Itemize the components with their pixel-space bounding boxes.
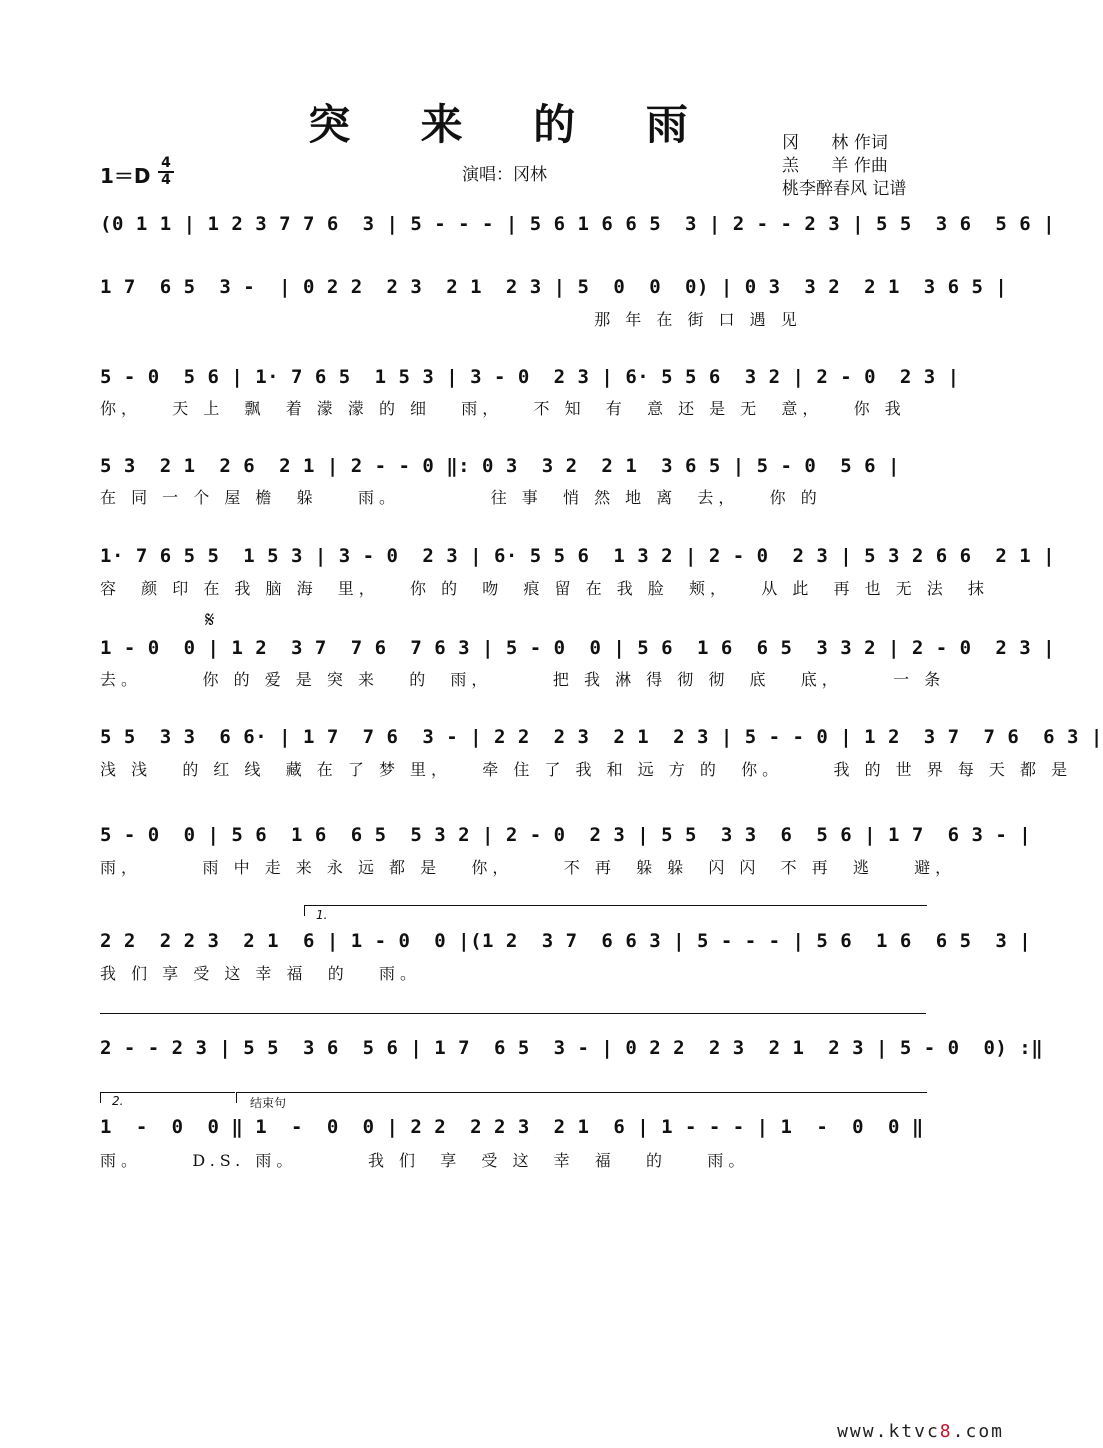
lyric-row-8: 雨， 雨 中 走 来 永 远 都 是 你， 不 再 躲 躲 闪 闪 不 再 逃 避，	[100, 858, 957, 877]
page-title: 突 来 的 雨	[308, 100, 716, 149]
notation-row-4: 5 3 2 1 2 6 2 1 | 2 - - 0 ‖: 0 3 3 2 2 1 3 6 5 | 5 - 0 5 6 |	[100, 455, 900, 477]
first-ending-bracket	[304, 905, 927, 916]
segno-sign: 𝄋	[205, 608, 215, 633]
website-prefix: www.ktvc	[837, 1421, 940, 1442]
time-signature-top: 4	[161, 155, 171, 171]
time-signature-bottom: 4	[158, 171, 174, 188]
lyric-row-3: 你， 天 上 飘 着 濛 濛 的 细 雨， 不 知 有 意 还 是 无 意， 你 我	[100, 399, 906, 418]
singer-credit: 演唱：冈林	[462, 165, 547, 185]
notation-row-10: 2 - - 2 3 | 5 5 3 6 5 6 | 1 7 6 5 3 - | 0 2 2 2 3 2 1 2 3 | 5 - 0 0) :‖	[100, 1037, 1044, 1059]
lyric-row-4: 在 同 一 个 屋 檐 躲 雨。 往 事 悄 然 地 离 去， 你 的	[100, 488, 822, 507]
lyric-row-5: 容 颜 印 在 我 脑 海 里， 你 的 吻 痕 留 在 我 脸 颊， 从 此 再 也 无 法 抹	[100, 579, 989, 598]
notation-row-9: 2 2 2 2 3 2 1 6 | 1 - 0 0 |(1 2 3 7 6 6 3 | 5 - - - | 5 6 1 6 6 5 3 |	[100, 930, 1032, 952]
key-signature: 1＝D	[100, 164, 151, 188]
composer-credit: 羔 羊 作曲	[782, 156, 888, 176]
notation-row-3: 5 - 0 5 6 | 1· 7 6 5 1 5 3 | 3 - 0 2 3 | 6· 5 5 6 3 2 | 2 - 0 2 3 |	[100, 366, 960, 388]
lyric-row-6: 去。 你 的 爱 是 突 来 的 雨， 把 我 淋 得 彻 彻 底 底， 一 条	[100, 670, 946, 689]
lyricist-credit: 冈 林 作词	[782, 133, 888, 153]
notation-row-5: 1· 7 6 5 5 1 5 3 | 3 - 0 2 3 | 6· 5 5 6 1 3 2 | 2 - 0 2 3 | 5 3 2 6 6 2 1 |	[100, 545, 1056, 567]
notation-row-8: 5 - 0 0 | 5 6 1 6 6 5 5 3 2 | 2 - 0 2 3 | 5 5 3 3 6 5 6 | 1 7 6 3 - |	[100, 824, 1032, 846]
notation-row-11: 1 - 0 0 ‖ 1 - 0 0 | 2 2 2 2 3 2 1 6 | 1 - - - | 1 - 0 0 ‖	[100, 1116, 924, 1138]
first-ending-continuation	[100, 1013, 926, 1014]
transcriber-credit: 桃李醉春风 记谱	[782, 179, 907, 199]
ending-phrase-bracket	[236, 1092, 927, 1103]
notation-row-6: 1 - 0 0 | 1 2 3 7 7 6 7 6 3 | 5 - 0 0 | 5 6 1 6 6 5 3 3 2 | 2 - 0 2 3 |	[100, 637, 1056, 659]
lyric-row-11: 雨。 D.S. 雨。 我 们 享 受 这 幸 福 的 雨。	[100, 1151, 750, 1170]
website-suffix: .com	[952, 1421, 1004, 1442]
lyric-row-2: 那 年 在 街 口 遇 见	[100, 310, 802, 329]
ending-phrase-label: 结束句	[250, 1096, 287, 1110]
notation-row-7: 5 5 3 3 6 6· | 1 7 7 6 3 - | 2 2 2 3 2 1 2 3 | 5 - - 0 | 1 2 3 7 7 6 6 3 |	[100, 726, 1103, 748]
lyric-row-9: 我 们 享 受 这 幸 福 的 雨。	[100, 964, 421, 983]
second-ending-label: 2.	[112, 1094, 124, 1108]
time-signature	[158, 156, 174, 188]
first-ending-label: 1.	[316, 908, 328, 922]
website-watermark	[837, 1421, 1004, 1442]
website-highlight: 8	[939, 1421, 953, 1442]
lyric-row-7: 浅 浅 的 红 线 藏 在 了 梦 里， 牵 住 了 我 和 远 方 的 你。 我 的 世 界 每 天 都 是	[100, 760, 1073, 779]
notation-row-2: 1 7 6 5 3 - | 0 2 2 2 3 2 1 2 3 | 5 0 0 0) | 0 3 3 2 2 1 3 6 5 |	[100, 276, 1008, 298]
notation-row-1: (0 1 1 | 1 2 3 7 7 6 3 | 5 - - - | 5 6 1 6 6 5 3 | 2 - - 2 3 | 5 5 3 6 5 6 |	[100, 213, 1056, 235]
